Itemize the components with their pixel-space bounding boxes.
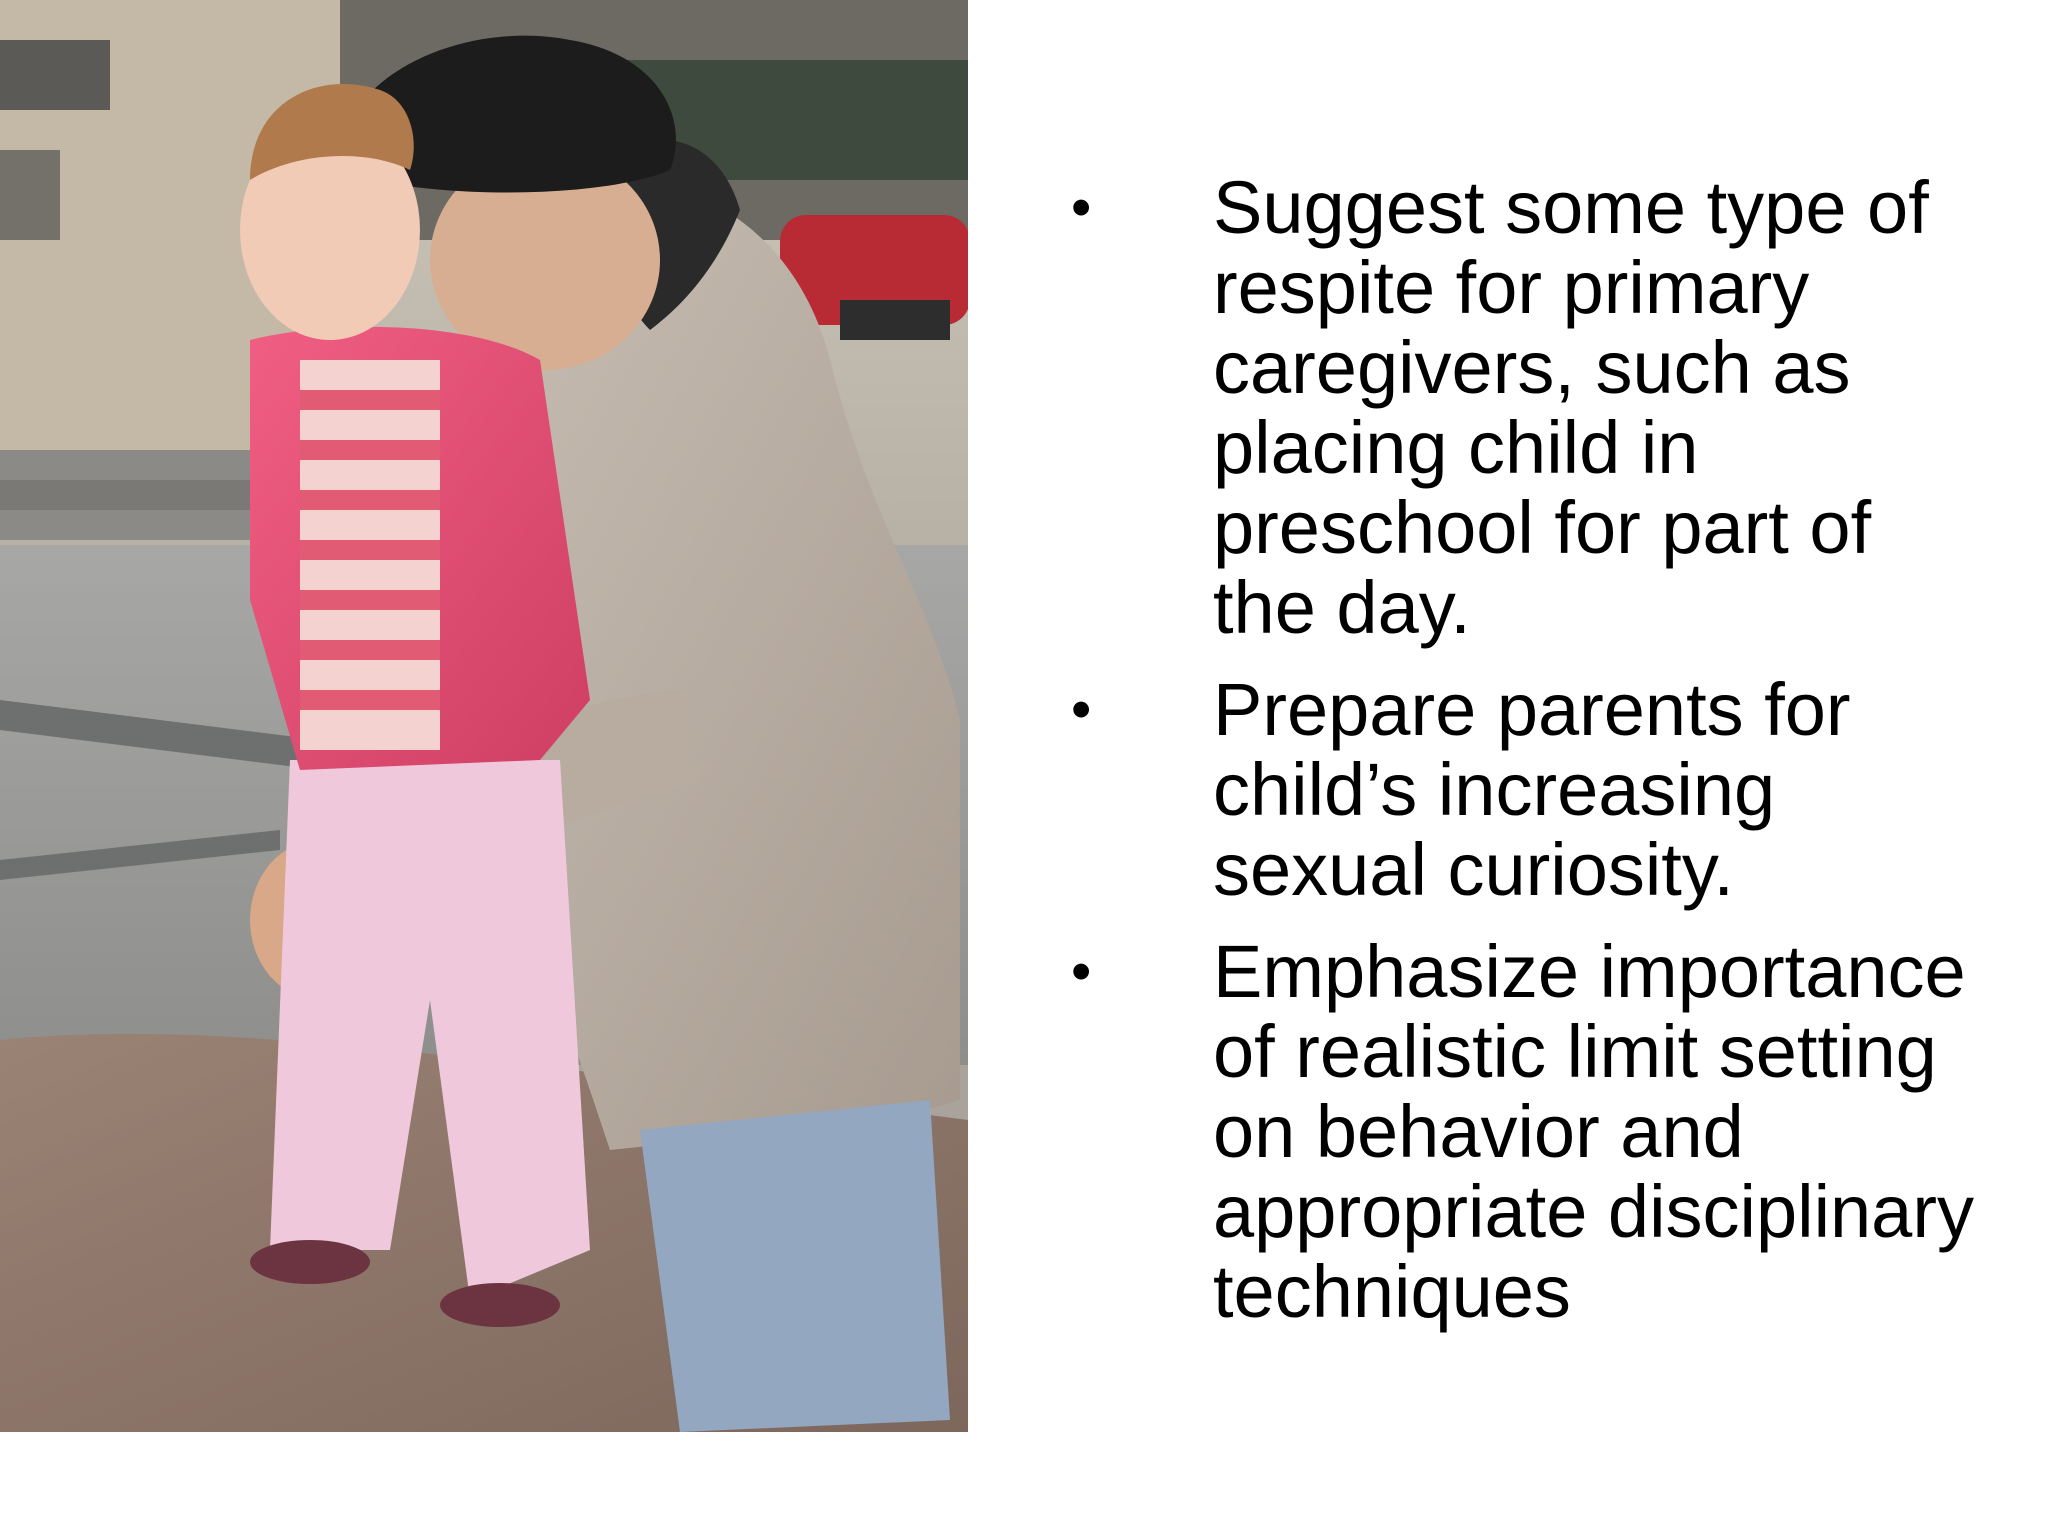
bullet-item-respite bbox=[1065, 168, 2040, 648]
bullet-item-limit-setting bbox=[1065, 932, 2040, 1332]
bullet-text-sexual-curiosity: Prepare parents for child’s increasing sexual curiosity. bbox=[1213, 668, 1851, 911]
bullet-item-sexual-curiosity bbox=[1065, 670, 2040, 910]
bullet-text-respite: Suggest some type of respite for primary caregivers, such as placing child in preschool for part of the day. bbox=[1213, 166, 1929, 649]
bullet-marker: • bbox=[1071, 175, 1092, 240]
photo-father-and-toddler-icon bbox=[0, 0, 968, 1432]
bullet-marker: • bbox=[1071, 677, 1092, 742]
bullet-text-limit-setting: Emphasize importance of realistic limit setting on behavior and appropriate disciplinary techniques bbox=[1213, 930, 1974, 1333]
bullet-marker: • bbox=[1071, 939, 1092, 1004]
slide-photo bbox=[0, 0, 968, 1432]
bullet-list bbox=[1065, 168, 2040, 1354]
